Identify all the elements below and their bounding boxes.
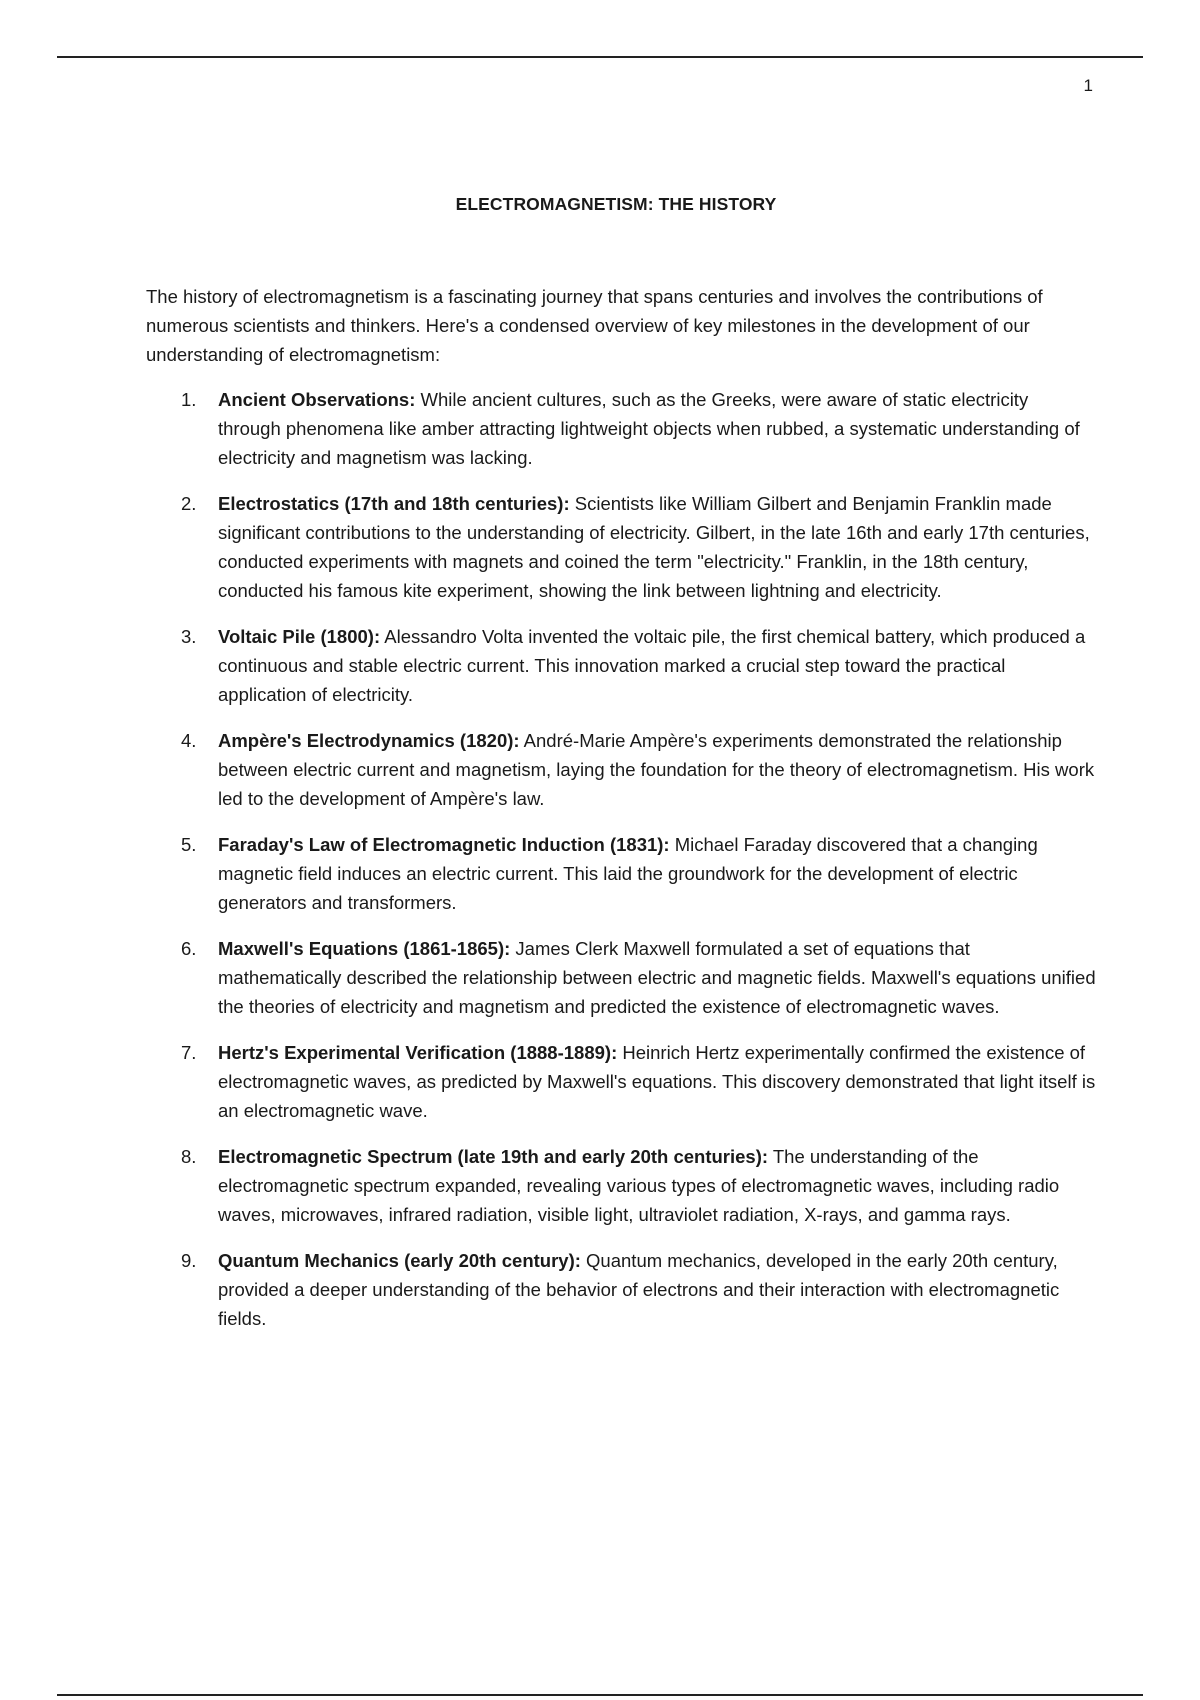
- list-item: [146, 1246, 1096, 1333]
- list-item-heading: Maxwell's Equations (1861-1865):: [218, 938, 511, 959]
- list-item: [146, 934, 1096, 1021]
- list-item: [146, 385, 1096, 472]
- list-item-text: While ancient cultures, such as the Greeks, were aware of static electricity through phenomena like amber attracting lightweight objects when rubbed, a systematic understanding of electricity and magnetism was lacking.: [218, 389, 1080, 468]
- list-item-number: 2.: [181, 493, 197, 514]
- list-item-text: Heinrich Hertz experimentally confirmed the existence of electromagnetic waves, as predicted by Maxwell's equations. This discovery demonstrated that light itself is an electromagnetic wave.: [218, 1042, 1096, 1121]
- list-item-number: 1.: [181, 389, 197, 410]
- list-item: [146, 1142, 1096, 1229]
- list-item-text: The understanding of the electromagnetic spectrum expanded, revealing various types of electromagnetic waves, including radio waves, microwaves, infrared radiation, visible light, ultraviolet radiation, X-rays, and gamma rays.: [218, 1146, 1060, 1225]
- milestone-list: [146, 385, 1096, 1350]
- list-item-number: 4.: [181, 730, 197, 751]
- list-item: [146, 622, 1096, 709]
- list-item-heading: Hertz's Experimental Verification (1888-1889):: [218, 1042, 618, 1063]
- list-item: [146, 489, 1096, 605]
- list-item-text: André-Marie Ampère's experiments demonstrated the relationship between electric current and magnetism, laying the foundation for the theory of electromagnetism. His work led to the development of Ampère's law.: [218, 730, 1095, 809]
- list-item-heading: Ancient Observations:: [218, 389, 416, 410]
- list-item: [146, 830, 1096, 917]
- list-item-text: Michael Faraday discovered that a changing magnetic field induces an electric current. This laid the groundwork for the development of electric generators and transformers.: [218, 834, 1038, 913]
- list-item-number: 8.: [181, 1146, 197, 1167]
- list-item-number: 3.: [181, 626, 197, 647]
- list-item-number: 6.: [181, 938, 197, 959]
- list-item: [146, 1038, 1096, 1125]
- list-item-number: 7.: [181, 1042, 197, 1063]
- list-item-text: Scientists like William Gilbert and Benjamin Franklin made significant contributions to the understanding of electricity. Gilbert, in the late 16th and early 17th centuries, conducted experiments with magnets and coined the term "electricity." Franklin, in the 18th century, conducted his famous kite experiment, showing the link between lightning and electricity.: [218, 493, 1090, 601]
- list-item-heading: Ampère's Electrodynamics (1820):: [218, 730, 520, 751]
- list-item: [146, 726, 1096, 813]
- footer-rule: [57, 1694, 1143, 1696]
- list-item-number: 9.: [181, 1250, 197, 1271]
- document-title: ELECTROMAGNETISM: THE HISTORY: [455, 194, 777, 214]
- list-item-number: 5.: [181, 834, 197, 855]
- list-item-text: James Clerk Maxwell formulated a set of equations that mathematically described the relationship between electric and magnetic fields. Maxwell's equations unified the theories of electricity and magnetism and predicted the existence of electromagnetic waves.: [218, 938, 1096, 1017]
- header-rule: [57, 56, 1143, 58]
- page-number: 1: [1083, 76, 1093, 95]
- list-item-heading: Voltaic Pile (1800):: [218, 626, 381, 647]
- list-item-heading: Electrostatics (17th and 18th centuries):: [218, 493, 570, 514]
- intro-paragraph: The history of electromagnetism is a fascinating journey that spans centuries and involves the contributions of numerous scientists and thinkers. Here's a condensed overview of key milestones in the development of our understanding of electromagnetism:: [146, 286, 1043, 365]
- list-item-heading: Electromagnetic Spectrum (late 19th and early 20th centuries):: [218, 1146, 769, 1167]
- list-item-text: Alessandro Volta invented the voltaic pile, the first chemical battery, which produced a continuous and stable electric current. This innovation marked a crucial step toward the practical application of electricity.: [218, 626, 1086, 705]
- list-item-heading: Quantum Mechanics (early 20th century):: [218, 1250, 581, 1271]
- list-item-text: Quantum mechanics, developed in the early 20th century, provided a deeper understanding of the behavior of electrons and their interaction with electromagnetic fields.: [218, 1250, 1060, 1329]
- list-item-heading: Faraday's Law of Electromagnetic Induction (1831):: [218, 834, 670, 855]
